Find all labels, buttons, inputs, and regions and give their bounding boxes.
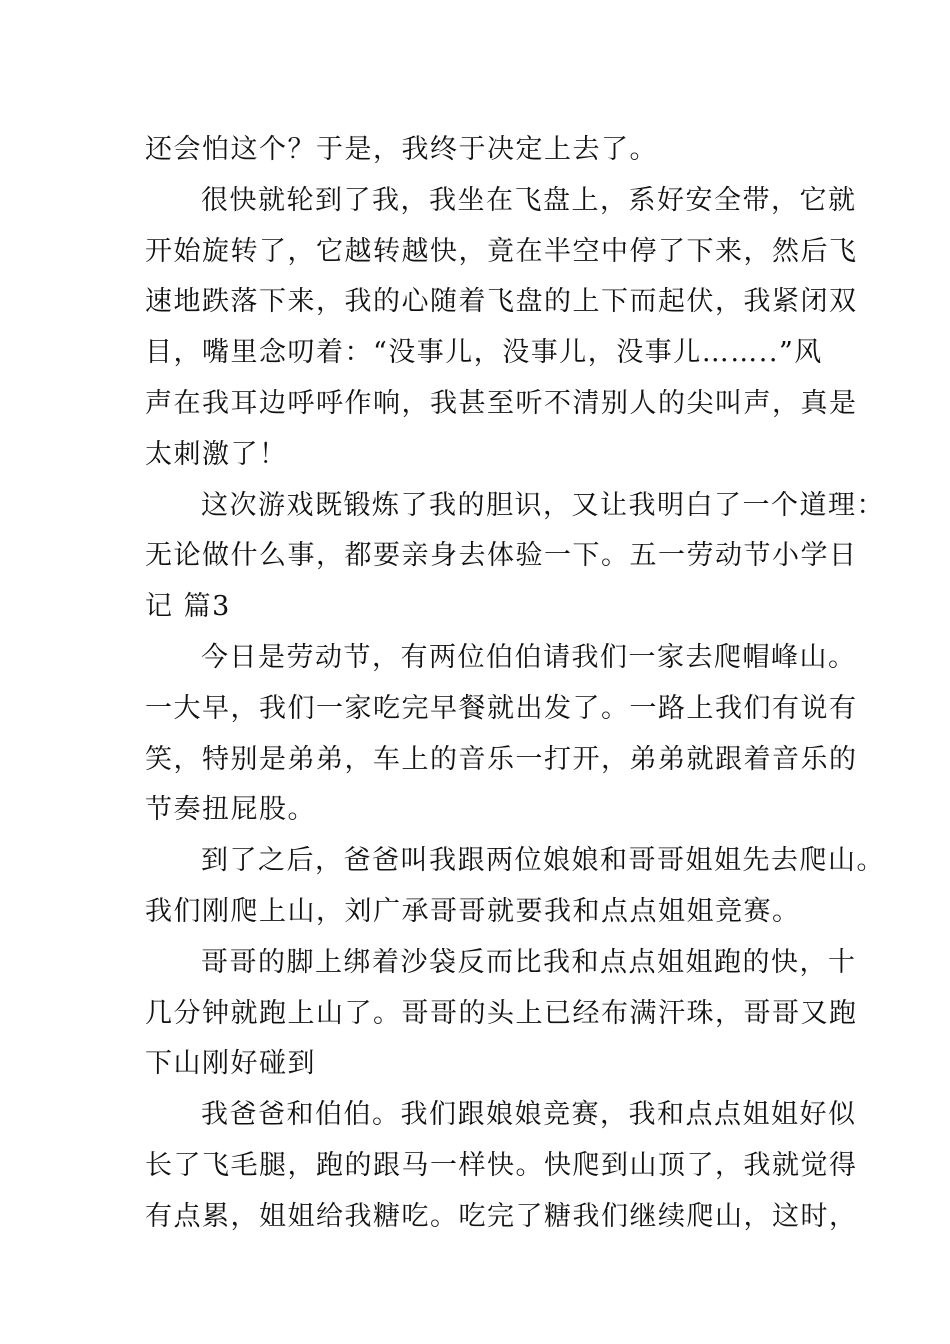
text-line: 到了之后，爸爸叫我跟两位娘娘和哥哥姐姐先去爬山。 [201,845,885,877]
text-line: 下山刚好碰到 [145,1048,316,1080]
text-line: 有点累，姐姐给我糖吃。吃完了糖我们继续爬山，这时， [145,1200,858,1232]
text-line: 很快就轮到了我，我坐在飞盘上，系好安全带，它就 [201,184,857,216]
document-body [145,125,885,1243]
text-line: 这次游戏既锻炼了我的胆识，又让我明白了一个道理： [201,489,885,521]
text-line: 目，嘴里念叨着：“没事儿，没事儿，没事儿……..”风 [145,337,823,369]
text-line: 无论做什么事，都要亲身去体验一下。五一劳动节小学日 [145,540,858,572]
text-line: 节奏扭屁股。 [145,794,316,826]
text-line: 速地跌落下来，我的心随着飞盘的上下而起伏，我紧闭双 [145,286,858,318]
text-line: 我爸爸和伯伯。我们跟娘娘竞赛，我和点点姐姐好似 [201,1099,857,1131]
text-line: 还会怕这个？于是，我终于决定上去了。 [145,134,658,165]
text-line: 记 篇3 [145,591,231,623]
text-line: 我们刚爬上山，刘广承哥哥就要我和点点姐姐竞赛。 [145,895,801,927]
text-line: 哥哥的脚上绑着沙袋反而比我和点点姐姐跑的快，十 [201,946,857,978]
text-line: 一大早，我们一家吃完早餐就出发了。一路上我们有说有 [145,692,858,724]
text-line: 开始旋转了，它越转越快，竟在半空中停了下来，然后飞 [145,235,858,267]
text-line: 今日是劳动节，有两位伯伯请我们一家去爬帽峰山。 [201,641,857,673]
text-line: 太刺激了！ [145,438,288,470]
text-line: 长了飞毛腿，跑的跟马一样快。快爬到山顶了，我就觉得 [145,1149,858,1181]
text-line: 声在我耳边呼呼作响，我甚至听不清别人的尖叫声，真是 [145,387,858,419]
text-line: 笑，特别是弟弟，车上的音乐一打开，弟弟就跟着音乐的 [145,743,858,775]
text-line: 几分钟就跑上山了。哥哥的头上已经布满汗珠，哥哥又跑 [145,997,858,1029]
